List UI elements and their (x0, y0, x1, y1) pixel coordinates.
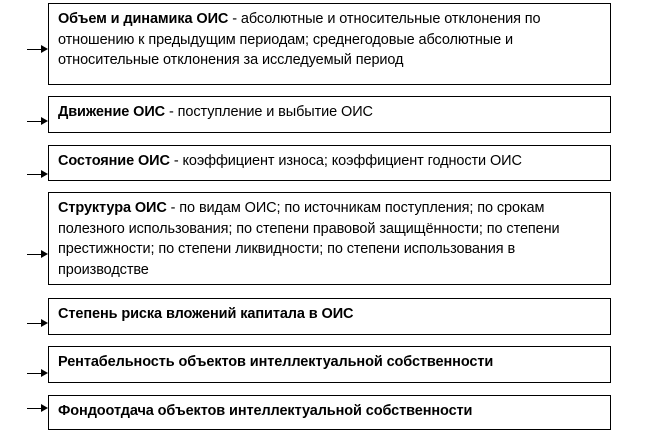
box-title: Состояние ОИС (58, 153, 170, 169)
box-title: Движение ОИС (58, 104, 166, 120)
box-capital-productivity (48, 395, 611, 430)
box-volume-dynamics (48, 3, 611, 85)
box-title: Степень риска вложений капитала в ОИС (58, 306, 354, 322)
box-profitability (48, 346, 611, 383)
arrow-icon (27, 404, 48, 413)
box-title: Рентабельность объектов интеллектуальной собственности (58, 354, 494, 370)
arrow-icon (27, 319, 48, 328)
arrow-icon (27, 170, 48, 179)
arrow-icon (27, 117, 48, 126)
arrow-icon (27, 369, 48, 378)
box-condition (48, 145, 611, 181)
box-description: - абсолютные и относительные отклонения по отношению к предыдущим периодам; среднегодовые абсолютные и относительные отклонения за исследуемый период (58, 11, 541, 68)
box-structure (48, 192, 611, 285)
box-risk (48, 298, 611, 335)
box-title: Объем и динамика ОИС (58, 11, 229, 27)
arrow-icon (27, 45, 48, 54)
arrow-icon (27, 250, 48, 259)
box-title: Структура ОИС (58, 200, 167, 216)
box-movement (48, 96, 611, 133)
box-description: - поступление и выбытие ОИС (165, 104, 373, 120)
box-title: Фондоотдача объектов интеллектуальной собственности (58, 403, 473, 419)
box-description: - по видам ОИС; по источникам поступления; по срокам полезного использования; по степени правовой защищённости; по степени престижности; по степени ликвидности; по степени использования в производстве (58, 200, 560, 278)
box-description: - коэффициент износа; коэффициент годности ОИС (169, 153, 522, 169)
